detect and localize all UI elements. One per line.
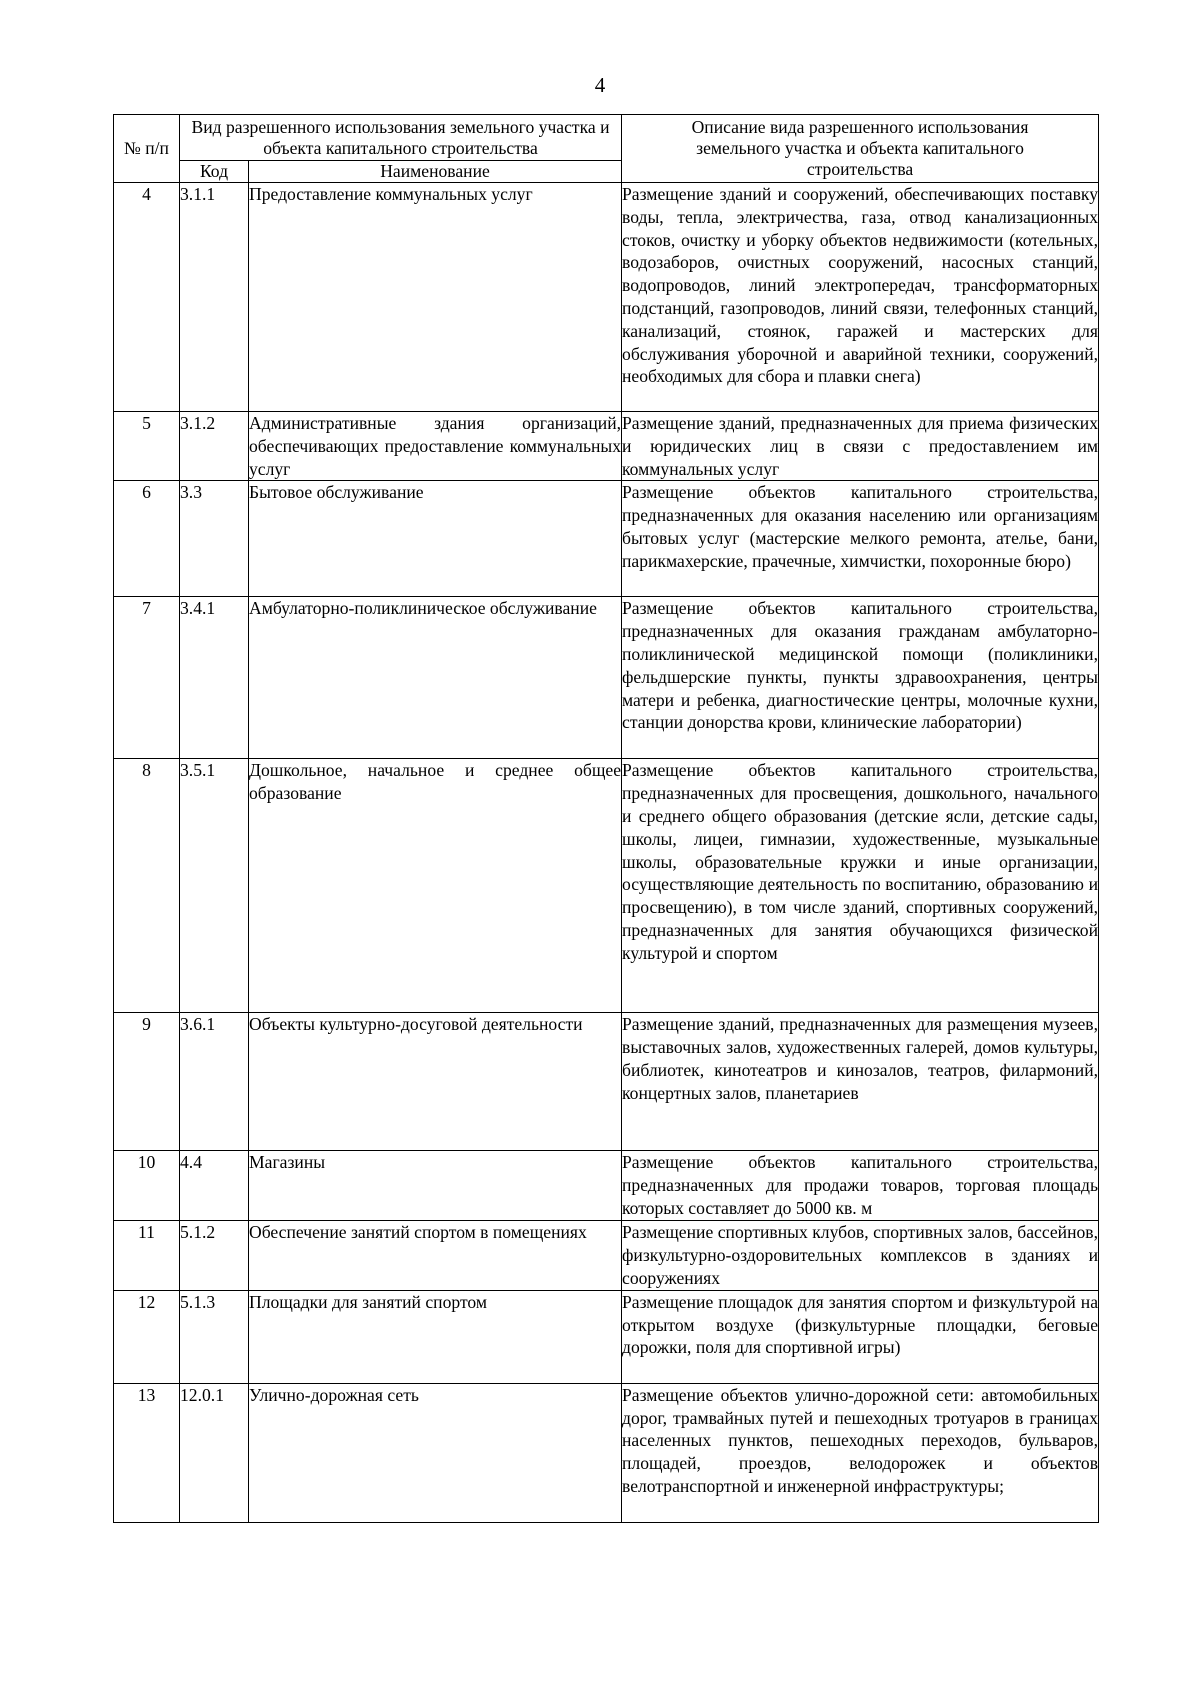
header-land-use-type: Вид разрешенного использования земельного участка и объекта капитального строительства [180, 115, 622, 161]
row-description: Размещение площадок для занятия спортом и физкультурой на открытом воздухе (физкультурные площадки, беговые дорожки, поля для спортивной игры) [622, 1290, 1099, 1383]
row-name: Дошкольное, начальное и среднее общее образование [249, 759, 622, 1013]
row-number: 10 [114, 1151, 180, 1221]
row-description: Размещение зданий, предназначенных для размещения музеев, выставочных залов, художественных галерей, домов культуры, библиотек, кинотеатров и кинозалов, театров, филармоний, концертных залов, планетариев [622, 1013, 1099, 1151]
row-number: 13 [114, 1383, 180, 1522]
row-name: Магазины [249, 1151, 622, 1221]
table-row [114, 412, 1099, 481]
row-code: 5.1.3 [180, 1290, 249, 1383]
row-code: 12.0.1 [180, 1383, 249, 1522]
table-row [114, 183, 1099, 412]
row-description: Размещение спортивных клубов, спортивных залов, бассейнов, физкультурно-оздоровительных комплексов в зданиях и сооружениях [622, 1221, 1099, 1290]
table-row [114, 1221, 1099, 1290]
row-description: Размещение объектов капитального строительства, предназначенных для продажи товаров, торговая площадь которых составляет до 5000 кв. м [622, 1151, 1099, 1221]
header-name: Наименование [249, 161, 622, 183]
row-number: 4 [114, 183, 180, 412]
row-number: 8 [114, 759, 180, 1013]
table-row [114, 1383, 1099, 1522]
row-number: 9 [114, 1013, 180, 1151]
row-code: 3.1.2 [180, 412, 249, 481]
row-name: Площадки для занятий спортом [249, 1290, 622, 1383]
row-number: 7 [114, 597, 180, 759]
row-number: 6 [114, 481, 180, 597]
row-number: 12 [114, 1290, 180, 1383]
row-description: Размещение объектов капитального строительства, предназначенных для оказания населению или организациям бытовых услуг (мастерские мелкого ремонта, ателье, бани, парикмахерские, прачечные, химчистки, похоронные бюро) [622, 481, 1099, 597]
table-row [114, 759, 1099, 1013]
row-description: Размещение зданий и сооружений, обеспечивающих поставку воды, тепла, электричества, газа, отвод канализационных стоков, очистку и уборку объектов недвижимости (котельных, водозаборов, очистных сооружений, насосных станций, водопроводов, линий электропередач, трансформаторных подстанций, газопроводов, линий связи, телефонных станций, канализаций, стоянок, гаражей и мастерских для обслуживания уборочной и аварийной техники, сооружений, необходимых для сбора и плавки снега) [622, 183, 1099, 412]
row-name: Амбулаторно-поликлиническое обслуживание [249, 597, 622, 759]
row-code: 5.1.2 [180, 1221, 249, 1290]
header-code: Код [180, 161, 249, 183]
row-name: Объекты культурно-досуговой деятельности [249, 1013, 622, 1151]
row-name: Улично-дорожная сеть [249, 1383, 622, 1522]
row-name: Обеспечение занятий спортом в помещениях [249, 1221, 622, 1290]
row-name: Административные здания организаций, обеспечивающих предоставление коммунальных услуг [249, 412, 622, 481]
row-code: 3.5.1 [180, 759, 249, 1013]
header-description: Описание вида разрешенного использования земельного участка и объекта капитального строительства [622, 115, 1099, 183]
page-number: 4 [594, 73, 606, 97]
header-num: № п/п [114, 115, 180, 183]
table-row [114, 597, 1099, 759]
table-row [114, 481, 1099, 597]
row-name: Бытовое обслуживание [249, 481, 622, 597]
row-name: Предоставление коммунальных услуг [249, 183, 622, 412]
row-code: 3.3 [180, 481, 249, 597]
row-code: 4.4 [180, 1151, 249, 1221]
row-description: Размещение объектов капитального строительства, предназначенных для оказания гражданам амбулаторно-поликлинической медицинской помощи (поликлиники, фельдшерские пункты, пункты здравоохранения, центры матери и ребенка, диагностические центры, молочные кухни, станции донорства крови, клинические лаборатории) [622, 597, 1099, 759]
row-code: 3.6.1 [180, 1013, 249, 1151]
row-description: Размещение объектов улично-дорожной сети: автомобильных дорог, трамвайных путей и пешеходных тротуаров в границах населенных пунктов, пешеходных переходов, бульваров, площадей, проездов, велодорожек и объектов велотранспортной и инженерной инфраструктуры; [622, 1383, 1099, 1522]
row-number: 5 [114, 412, 180, 481]
table-row [114, 1290, 1099, 1383]
table-row [114, 1013, 1099, 1151]
land-use-table [113, 114, 1099, 1523]
row-code: 3.1.1 [180, 183, 249, 412]
row-number: 11 [114, 1221, 180, 1290]
row-code: 3.4.1 [180, 597, 249, 759]
row-description: Размещение объектов капитального строительства, предназначенных для просвещения, дошкольного, начального и среднего общего образования (детские ясли, детские сады, школы, лицеи, гимназии, художественные, музыкальные школы, образовательные кружки и иные организации, осуществляющие деятельность по воспитанию, образованию и просвещению), в том числе зданий, спортивных сооружений, предназначенных для занятия обучающихся физической культурой и спортом [622, 759, 1099, 1013]
table-row [114, 1151, 1099, 1221]
row-description: Размещение зданий, предназначенных для приема физических и юридических лиц в связи с предоставлением им коммунальных услуг [622, 412, 1099, 481]
